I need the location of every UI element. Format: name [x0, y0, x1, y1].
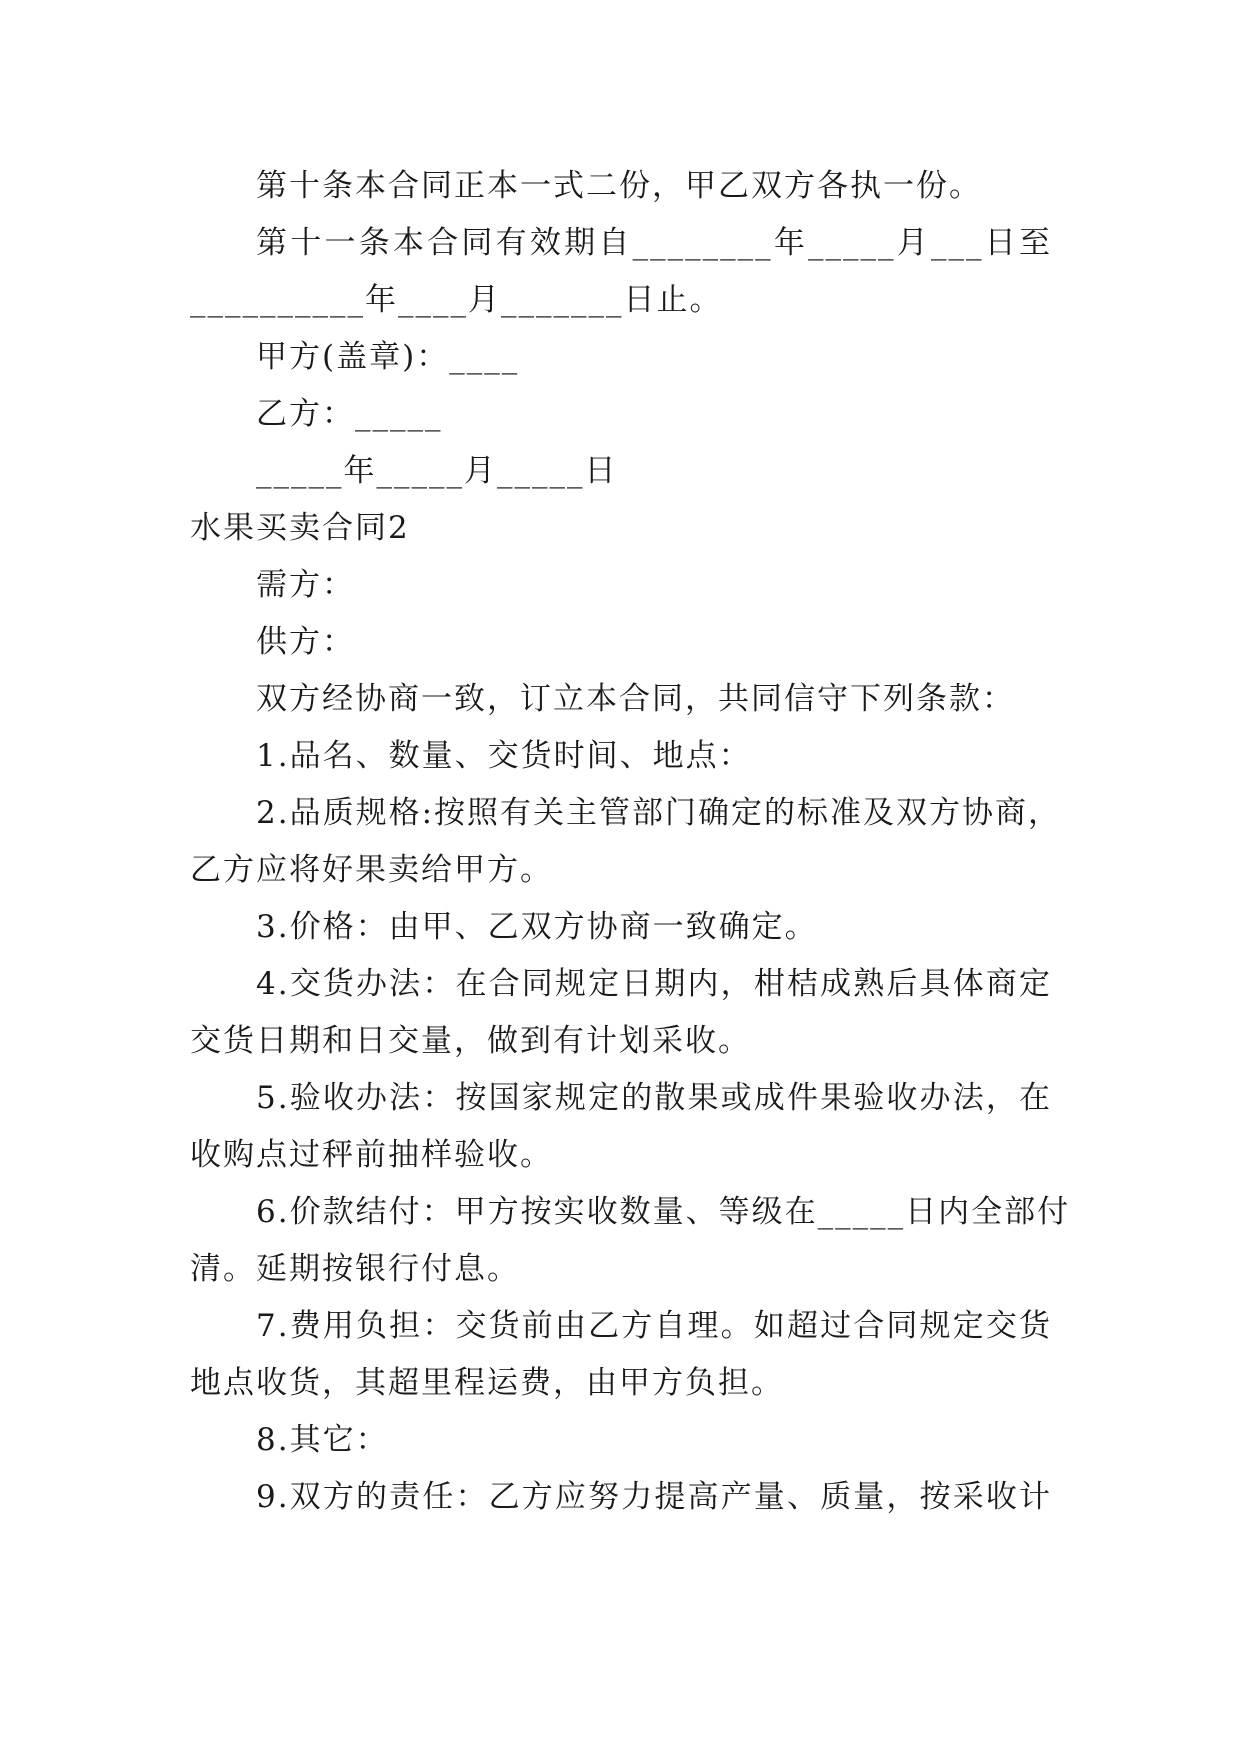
- clause-7-continued: 地点收货，其超里程运费，由甲方负担。: [190, 1365, 784, 1401]
- article-11-continued: __________年____月_______日止。: [190, 282, 723, 318]
- clause-5-text: 5.验收办法：按国家规定的散果或成件果验收办法，在: [256, 1080, 1052, 1116]
- clause-9-text: 9.双方的责任：乙方应努力提高产量、质量，按采收计: [256, 1479, 1052, 1515]
- clause-2-continued: 乙方应将好果卖给甲方。: [190, 852, 553, 888]
- signature-date: _____年_____月_____日: [256, 453, 618, 489]
- clause-8-text: 8.其它：: [256, 1422, 389, 1458]
- clause-1-text: 1.品名、数量、交货时间、地点：: [256, 738, 752, 774]
- contract-2-title: 水果买卖合同2: [190, 510, 410, 546]
- clause-2-text: 2.品质规格:按照有关主管部门确定的标准及双方协商，: [256, 795, 1062, 831]
- clause-6-text: 6.价款结付：甲方按实收数量、等级在_____日内全部付: [256, 1194, 1071, 1230]
- preamble-text: 双方经协商一致，订立本合同，共同信守下列条款：: [256, 681, 1015, 717]
- clause-4-continued: 交货日期和日交量，做到有计划采收。: [190, 1023, 751, 1059]
- clause-3-text: 3.价格：由甲、乙双方协商一致确定。: [256, 909, 818, 945]
- clause-7-text: 7.费用负担：交货前由乙方自理。如超过合同规定交货: [256, 1308, 1052, 1344]
- clause-5-continued: 收购点过秤前抽样验收。: [190, 1137, 553, 1173]
- article-10-text: 第十条本合同正本一式二份，甲乙双方各执一份。: [256, 168, 982, 204]
- party-a-signature: 甲方(盖章)：____: [256, 339, 520, 375]
- buyer-label: 需方：: [256, 567, 355, 603]
- supplier-label: 供方：: [256, 624, 355, 660]
- clause-6-continued: 清。延期按银行付息。: [190, 1251, 520, 1287]
- clause-4-text: 4.交货办法：在合同规定日期内，柑桔成熟后具体商定: [256, 966, 1052, 1002]
- article-11-text: 第十一条本合同有效期自________年_____月___日至: [256, 225, 1052, 261]
- party-b-signature: 乙方：_____: [256, 396, 443, 432]
